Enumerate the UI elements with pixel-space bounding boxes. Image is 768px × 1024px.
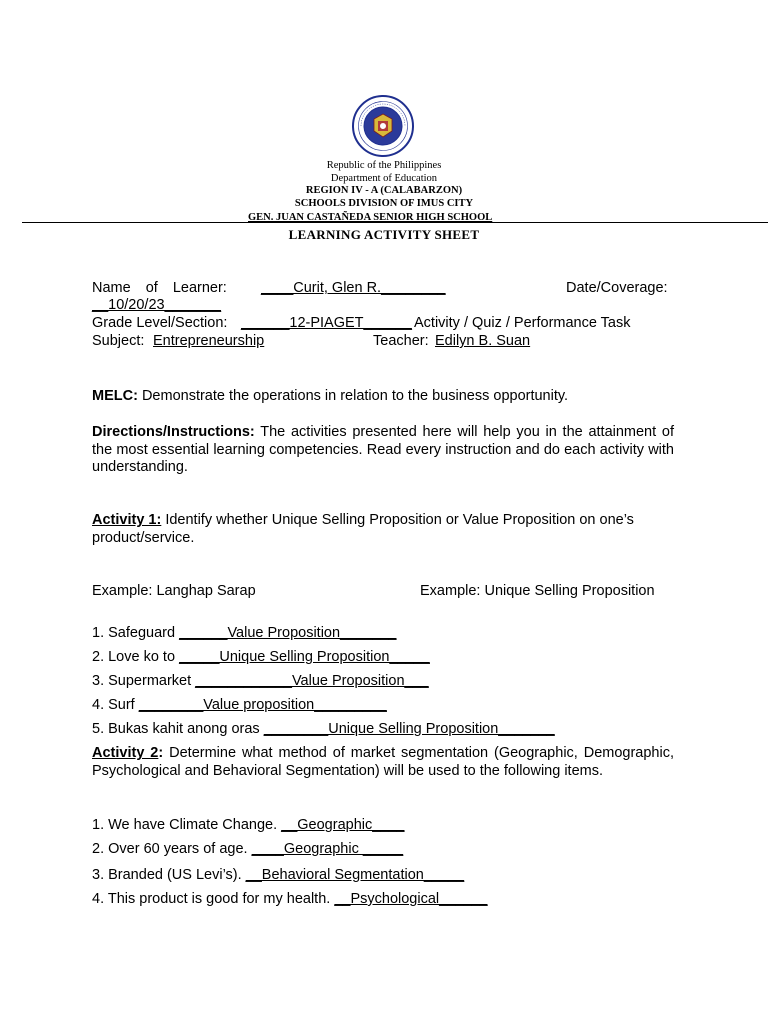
activity2-item: [92, 867, 464, 883]
item-question: 4. This product is good for my health.: [92, 891, 335, 907]
item-answer: _____Unique Selling Proposition_____: [179, 649, 430, 665]
activity2-item: [92, 891, 488, 907]
activity2-item: [92, 841, 403, 857]
item-answer: ____Geographic _____: [251, 841, 404, 857]
activity1-text: Identify whether Unique Selling Proposition or Value Proposition on one’s product/service.: [92, 512, 634, 546]
item-question: 5. Bukas kahit anong oras: [92, 721, 264, 737]
item-question: 1. We have Climate Change.: [92, 817, 282, 833]
subject-label: Subject:: [92, 333, 145, 349]
item-answer: __Behavioral Segmentation_____: [245, 867, 465, 883]
melc-text: Demonstrate the operations in relation to the business opportunity.: [137, 388, 569, 404]
activity1-item: [92, 649, 430, 665]
subject-value: Entrepreneurship: [153, 333, 265, 349]
item-answer: __Psychological______: [334, 891, 488, 907]
header-division: SCHOOLS DIVISION OF IMUS CITY: [294, 198, 474, 209]
activity1-item: [92, 721, 555, 737]
activity2-label: Activity 2: [92, 745, 159, 761]
date-value: __10/20/23_______: [92, 297, 222, 313]
example-right: Example: Unique Selling Proposition: [420, 583, 655, 599]
item-answer: __Geographic____: [281, 817, 405, 833]
item-question: 2. Love ko to: [92, 649, 180, 665]
header-department: Department of Education: [330, 173, 438, 184]
item-question: 3. Supermarket: [92, 673, 196, 689]
activity2-colon: :: [158, 745, 164, 761]
item-answer: ____________Value Proposition___: [195, 673, 429, 689]
header-region: REGION IV - A (CALABARZON): [305, 185, 463, 196]
header-school: GEN. JUAN CASTAÑEDA SENIOR HIGH SCHOOL: [248, 212, 493, 223]
header-republic: Republic of the Philippines: [326, 160, 442, 171]
date-label: Date/Coverage:: [566, 280, 668, 296]
activity2-text: Determine what method of market segmentation (Geographic, Demographic, Psychological and Behavioral Segmentation) will be used to the following items.: [92, 745, 674, 779]
directions-text: The activities presented here will help you in the attainment of the most essential learning competencies. Read every instruction and do each activity with understanding.: [92, 424, 674, 475]
item-question: 4. Surf: [92, 697, 139, 713]
name-label: Name of Learner:: [92, 280, 227, 296]
example-left: Example: Langhap Sarap: [92, 583, 256, 599]
grade-value: ______12-PIAGET______: [241, 315, 412, 331]
activity1-label: Activity 1:: [92, 512, 162, 528]
activity2-item: [92, 817, 405, 833]
grade-label: Grade Level/Section:: [92, 315, 228, 331]
item-answer: ______Value Proposition_______: [179, 625, 397, 641]
deped-seal-logo: [352, 95, 414, 157]
activity1-item: [92, 697, 387, 713]
item-question: 1. Safeguard: [92, 625, 180, 641]
item-answer: ________Unique Selling Proposition_______: [263, 721, 555, 737]
activity1-item: [92, 625, 397, 641]
activity-types: Activity / Quiz / Performance Task: [414, 315, 631, 331]
activity1-instructions: [92, 512, 674, 547]
activity2-instructions: [92, 745, 674, 780]
directions: [92, 424, 674, 477]
directions-label: Directions/Instructions:: [92, 424, 255, 440]
activity1-item: [92, 673, 429, 689]
melc: [92, 388, 568, 404]
teacher-label: Teacher:: [373, 333, 429, 349]
name-value: ____Curit, Glen R.________: [261, 280, 446, 296]
melc-label: MELC:: [92, 388, 138, 404]
teacher-value: Edilyn B. Suan: [435, 333, 531, 349]
item-question: 2. Over 60 years of age.: [92, 841, 252, 857]
header-divider: [22, 222, 768, 223]
item-answer: ________Value proposition_________: [138, 697, 387, 713]
page-title: LEARNING ACTIVITY SHEET: [288, 227, 480, 242]
item-question: 3. Branded (US Levi’s).: [92, 867, 246, 883]
